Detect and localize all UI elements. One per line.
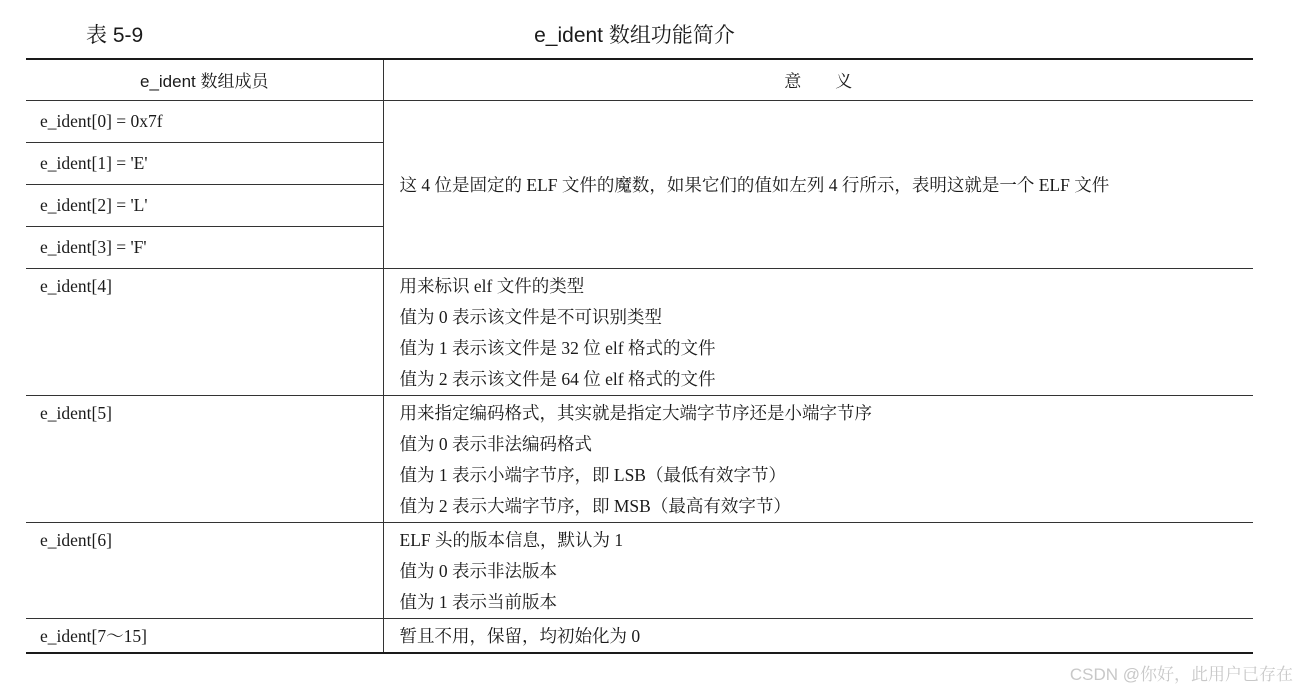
- meaning-cell: [383, 268, 1253, 395]
- table-row: [26, 522, 1253, 618]
- meaning-cell: [383, 395, 1253, 522]
- header-member: e_ident 数组成员: [26, 59, 383, 100]
- meaning-line: 值为 0 表示非法编码格式: [399, 433, 592, 454]
- member-cell: e_ident[5]: [26, 395, 383, 522]
- table-label: 表 5-9: [86, 24, 144, 47]
- table-row: [26, 395, 1253, 522]
- meaning-line: 用来标识 elf 文件的类型: [399, 275, 585, 296]
- meaning-line: 值为 1 表示当前版本: [399, 591, 557, 612]
- meaning-line: 值为 1 表示该文件是 32 位 elf 格式的文件: [399, 337, 716, 358]
- meaning-line: ELF 头的版本信息，默认为 1: [399, 529, 624, 550]
- table-row: [26, 618, 1253, 653]
- table-row: [26, 268, 1253, 395]
- meaning-cell: [383, 522, 1253, 618]
- meaning-line: 值为 2 表示大端字节序，即 MSB（最高有效字节）: [399, 495, 791, 516]
- member-cell: e_ident[4]: [26, 268, 383, 395]
- meaning-line: 暂且不用，保留，均初始化为 0: [399, 625, 641, 646]
- member-cell: e_ident[7～15]: [26, 618, 383, 653]
- table-header-row: [26, 59, 1253, 100]
- meaning-line: 值为 2 表示该文件是 64 位 elf 格式的文件: [399, 368, 716, 389]
- meaning-line: 值为 1 表示小端字节序，即 LSB（最低有效字节）: [399, 464, 786, 485]
- e-ident-table: [26, 58, 1253, 654]
- member-cell: e_ident[2] = 'L': [26, 184, 383, 226]
- table-row: [26, 100, 1253, 142]
- meaning-line: 用来指定编码格式，其实就是指定大端字节序还是小端字节序: [399, 402, 872, 423]
- meaning-line: 值为 0 表示该文件是不可识别类型: [399, 306, 662, 327]
- meaning-cell: [383, 618, 1253, 653]
- meaning-line: 值为 0 表示非法版本: [399, 560, 557, 581]
- magic-meaning-cell: 这 4 位是固定的 ELF 文件的魔数，如果它们的值如左列 4 行所示，表明这就是一个 ELF 文件: [383, 100, 1253, 268]
- member-cell: e_ident[6]: [26, 522, 383, 618]
- watermark: CSDN @你好，此用户已存在: [1069, 665, 1293, 684]
- table-title: e_ident 数组功能简介: [534, 24, 735, 47]
- member-cell: e_ident[3] = 'F': [26, 226, 383, 268]
- header-meaning: 意 义: [383, 59, 1253, 100]
- member-cell: e_ident[0] = 0x7f: [26, 100, 383, 142]
- member-cell: e_ident[1] = 'E': [26, 142, 383, 184]
